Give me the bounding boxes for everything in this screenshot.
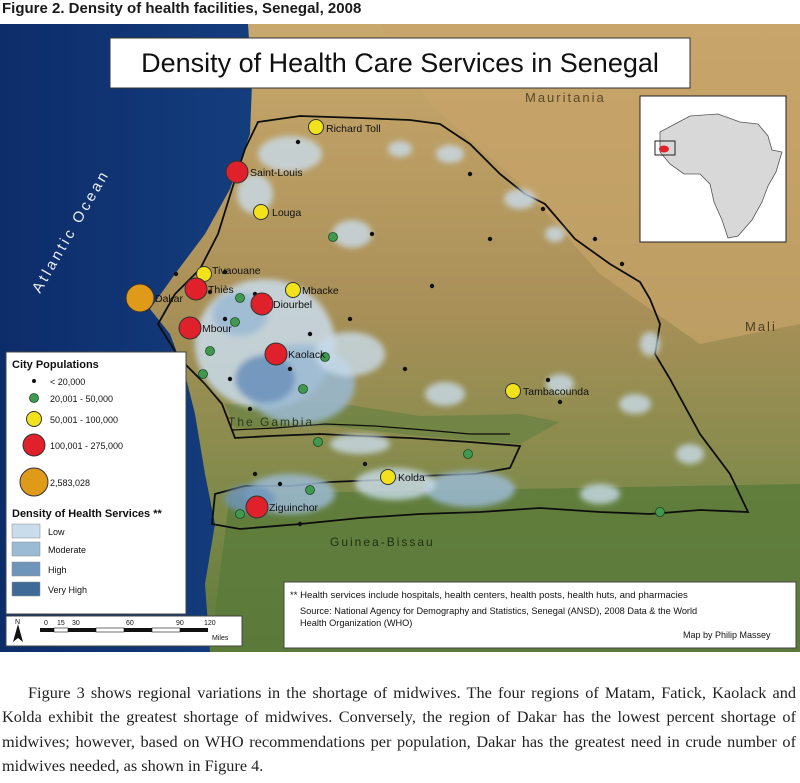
town-marker-medium xyxy=(231,318,240,327)
legend-dot-capital xyxy=(20,468,48,496)
scale-unit: Miles xyxy=(212,635,229,642)
town-dot xyxy=(308,332,312,336)
legend-dot-small xyxy=(32,379,36,383)
city-marker-dakar xyxy=(126,284,154,312)
legend-item: < 20,000 xyxy=(50,377,86,387)
town-dot xyxy=(546,378,550,382)
town-dot xyxy=(228,377,232,381)
legend-swatch-moderate xyxy=(12,542,40,556)
legend-item: 100,001 - 275,000 xyxy=(50,441,124,451)
town-marker-medium xyxy=(306,486,315,495)
map-credit: Map by Philip Massey xyxy=(683,630,771,640)
map-legend xyxy=(6,352,186,614)
town-dot xyxy=(223,317,227,321)
legend-swatch-high xyxy=(12,562,40,576)
city-label: Kolda xyxy=(398,472,425,484)
town-dot xyxy=(296,140,300,144)
health-services-note: ** Health services include hospitals, health centers, health posts, health huts, and pharmacies xyxy=(290,590,688,601)
town-dot xyxy=(558,400,562,404)
city-label: Louga xyxy=(272,207,302,219)
city-marker-tambacounda xyxy=(506,384,521,399)
legend-swatch-low xyxy=(12,524,40,538)
city-label: Mbour xyxy=(202,323,232,335)
town-dot xyxy=(488,237,492,241)
town-dot xyxy=(174,272,178,276)
town-marker-medium xyxy=(236,510,245,519)
scale-tick: 30 xyxy=(72,620,80,627)
legend-item: Very High xyxy=(48,585,88,595)
city-label: Tambacounda xyxy=(523,386,589,398)
city-marker-saint-louis xyxy=(226,161,248,183)
legend-item: 20,001 - 50,000 xyxy=(50,394,114,404)
scale-tick: 15 xyxy=(57,620,65,627)
town-dot xyxy=(298,522,302,526)
city-label: Ziguinchor xyxy=(269,502,319,514)
scale-tick: 90 xyxy=(176,620,184,627)
town-dot xyxy=(403,367,407,371)
scale-tick: 120 xyxy=(204,620,216,627)
city-marker-mbacke xyxy=(286,283,301,298)
town-dot xyxy=(370,232,374,236)
north-label: N xyxy=(15,619,21,626)
town-marker-medium xyxy=(299,385,308,394)
legend-item: 2,583,028 xyxy=(50,478,91,488)
city-marker-thies xyxy=(185,278,207,300)
legend-pop-title: City Populations xyxy=(12,359,99,371)
city-marker-ziguinchor xyxy=(246,496,268,518)
figure-caption: Figure 2. Density of health facilities, Senegal, 2008 xyxy=(2,0,362,17)
label-gambia: The Gambia xyxy=(228,415,315,429)
source-line-2: Health Organization (WHO) xyxy=(300,618,413,628)
city-label: Tivaouane xyxy=(212,265,261,277)
city-label: Saint-Louis xyxy=(250,167,303,179)
scale-bar xyxy=(6,616,242,646)
city-label: Mbacke xyxy=(302,285,339,297)
label-guinea-bissau: Guinea-Bissau xyxy=(330,535,435,549)
town-dot xyxy=(593,237,597,241)
town-dot xyxy=(430,284,434,288)
city-marker-louga xyxy=(254,205,269,220)
town-marker-medium xyxy=(236,294,245,303)
town-marker-medium xyxy=(206,347,215,356)
label-mauritania: Mauritania xyxy=(525,90,606,105)
legend-item: 50,001 - 100,000 xyxy=(50,415,119,425)
town-dot xyxy=(288,367,292,371)
legend-item: High xyxy=(48,565,67,575)
city-marker-richard-toll xyxy=(309,120,324,135)
legend-density-title: Density of Health Services ** xyxy=(12,508,162,520)
legend-dot-large xyxy=(27,412,42,427)
city-label: Diourbel xyxy=(273,299,313,311)
source-note xyxy=(284,582,796,648)
city-marker-kolda xyxy=(381,470,396,485)
city-marker-kaolack xyxy=(265,343,287,365)
label-mali: Mali xyxy=(745,319,777,334)
town-dot xyxy=(468,172,472,176)
africa-inset-map xyxy=(640,96,786,242)
legend-dot-xlarge xyxy=(23,434,45,456)
senegal-map xyxy=(0,24,800,652)
label-atlantic: Atlantic Ocean xyxy=(28,166,114,296)
city-label: Dakar xyxy=(155,293,184,305)
town-marker-medium xyxy=(314,438,323,447)
town-dot xyxy=(348,317,352,321)
town-dot xyxy=(541,207,545,211)
town-dot xyxy=(620,262,624,266)
city-marker-diourbel xyxy=(251,293,273,315)
town-dot xyxy=(363,462,367,466)
town-dot xyxy=(278,482,282,486)
scale-tick: 0 xyxy=(44,620,48,627)
legend-swatch-very-high xyxy=(12,582,40,596)
legend-item: Low xyxy=(48,527,65,537)
town-marker-medium xyxy=(199,370,208,379)
map-title: Density of Health Care Services in Senegal xyxy=(141,48,659,78)
town-marker-medium xyxy=(329,233,338,242)
town-marker-medium xyxy=(656,508,665,517)
town-marker-medium xyxy=(464,450,473,459)
town-dot xyxy=(253,472,257,476)
scale-tick: 60 xyxy=(126,620,134,627)
body-paragraph: Figure 3 shows regional variations in the shortage of midwives. The four regions of Matam, Fatick, Kaolack and Kolda exhibit the greatest shortage of midwives. Conversely, the region of Dakar has the lowest percent shortage of midwives; however, based on WHO recommendations per population, Dakar has the greatest need in crude number of midwives needed, as shown in Figure 4. xyxy=(2,683,796,776)
city-label: Richard Toll xyxy=(326,123,381,135)
city-marker-mbour xyxy=(179,317,201,339)
legend-item: Moderate xyxy=(48,545,87,555)
town-dot xyxy=(248,407,252,411)
source-line-1: Source: National Agency for Demography and Statistics, Senegal (ANSD), 2008 Data & the World xyxy=(300,606,698,616)
legend-dot-medium xyxy=(30,394,39,403)
city-label: Kaolack xyxy=(288,349,326,361)
city-label: Thiès xyxy=(208,284,234,296)
